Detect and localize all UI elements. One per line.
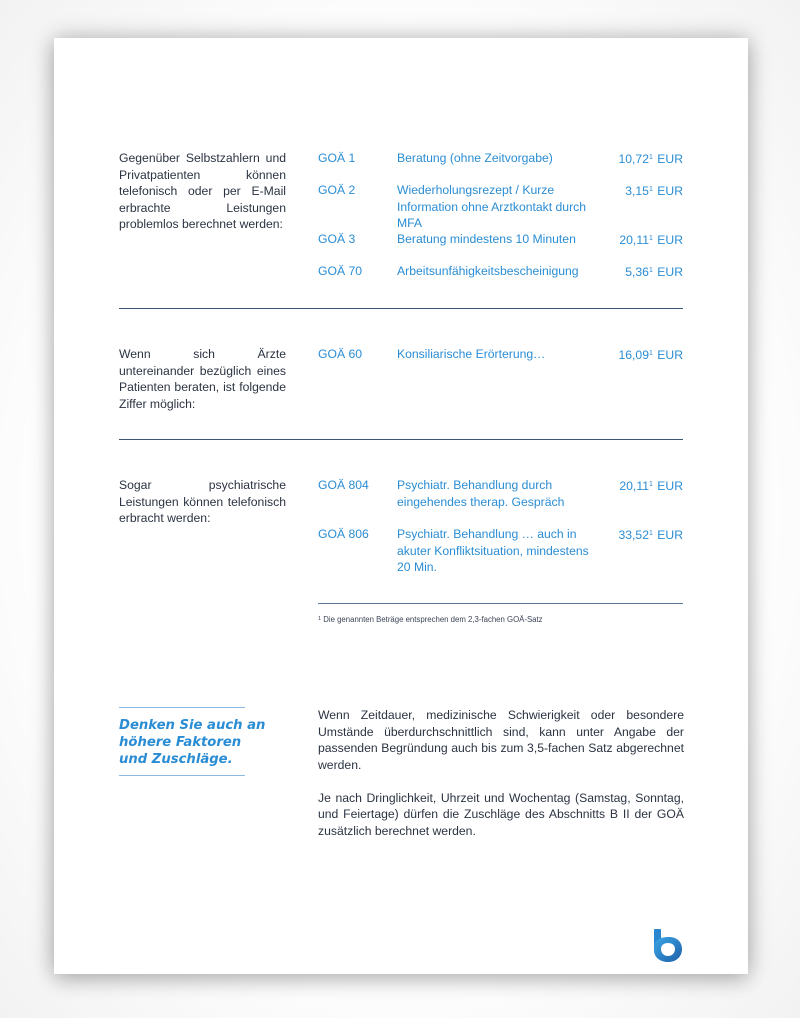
callout-rule-bottom	[119, 775, 245, 776]
section-2-lead: Wenn sich Ärzte untereinander bezüglich eines Patienten beraten, ist folgende Ziffer möglich:	[119, 347, 286, 411]
callout-line-2: höhere Faktoren	[119, 735, 242, 750]
section-3-item-2-code: GOÄ 806	[318, 527, 369, 541]
section-2-item-1-code: GOÄ 60	[318, 347, 363, 361]
section-3-item-2-desc: Psychiatr. Behandlung … auch in akuter Konfliktsituation, mindestens 20 Min.	[397, 527, 589, 574]
callout-line-3: und Zuschläge.	[119, 752, 233, 767]
footnote: $^1$ Die genannten Beträge entsprechen dem 2,3-fachen GOÄ-Satz	[318, 615, 543, 624]
section-1-item-3-desc: Beratung mindestens 10 Minuten	[397, 232, 576, 246]
section-1-item-4-code: GOÄ 70	[318, 264, 363, 278]
section-1-item-1-price: 10,72$^1$ EUR	[618, 152, 683, 166]
section-3-item-2-price: 33,52$^1$ EUR	[618, 528, 683, 542]
section-1-item-2-code: GOÄ 2	[318, 183, 356, 197]
body-paragraph-2: Je nach Dringlichkeit, Uhrzeit und Wochentag (Samstag, Sonntag, und Feiertage) dürfen die Zuschläge des Abschnitts B II der GOÄ zusätzlich berechnet werden.	[318, 790, 684, 838]
section-1-lead: Gegenüber Selbstzahlern und Privatpatienten können telefonisch oder per E-Mail erbrachte Leistungen problemlos berechnet werden:	[119, 151, 286, 231]
section-3-item-1-code: GOÄ 804	[318, 478, 369, 492]
section-2-item-1-price: 16,09$^1$ EUR	[618, 348, 683, 362]
section-1-item-4-price: 5,36$^1$ EUR	[625, 265, 683, 279]
section-2-item-1-desc: Konsiliarische Erörterung…	[397, 347, 546, 361]
footnote-divider	[318, 603, 683, 604]
body-text	[318, 707, 684, 856]
body-paragraph-1: Wenn Zeitdauer, medizinische Schwierigkeit oder besondere Umstände überdurchschnittlich sind, kann unter Angabe der passenden Begründung auch bis zum 3,5-fachen Satz abgerechnet werden.	[318, 708, 684, 772]
section-3-item-1-price: 20,11$^1$ EUR	[619, 479, 683, 493]
section-3-lead: Sogar psychiatrische Leistungen können telefonisch erbracht werden:	[119, 478, 286, 525]
section-divider-2	[119, 439, 683, 440]
section-divider-1	[119, 308, 683, 309]
b-logo-icon	[652, 928, 684, 964]
callout-text	[119, 717, 265, 768]
section-1-item-1-code: GOÄ 1	[318, 151, 356, 165]
callout-line-1: Denken Sie auch an	[119, 718, 266, 733]
section-1-item-2-price: 3,15$^1$ EUR	[625, 184, 683, 198]
section-1-item-3-price: 20,11$^1$ EUR	[619, 233, 683, 247]
section-1-item-2-desc: Wiederholungsrezept / Kurze Information ohne Arztkontakt durch MFA	[397, 183, 587, 230]
document-page	[54, 38, 748, 974]
section-1-item-1-desc: Beratung (ohne Zeitvorgabe)	[397, 151, 553, 165]
section-1-item-4-desc: Arbeitsunfähigkeitsbescheinigung	[397, 264, 579, 278]
callout-rule-top	[119, 707, 245, 708]
section-1-item-3-code: GOÄ 3	[318, 232, 356, 246]
section-3-item-1-desc: Psychiatr. Behandlung durch eingehendes therap. Gespräch	[397, 478, 565, 509]
